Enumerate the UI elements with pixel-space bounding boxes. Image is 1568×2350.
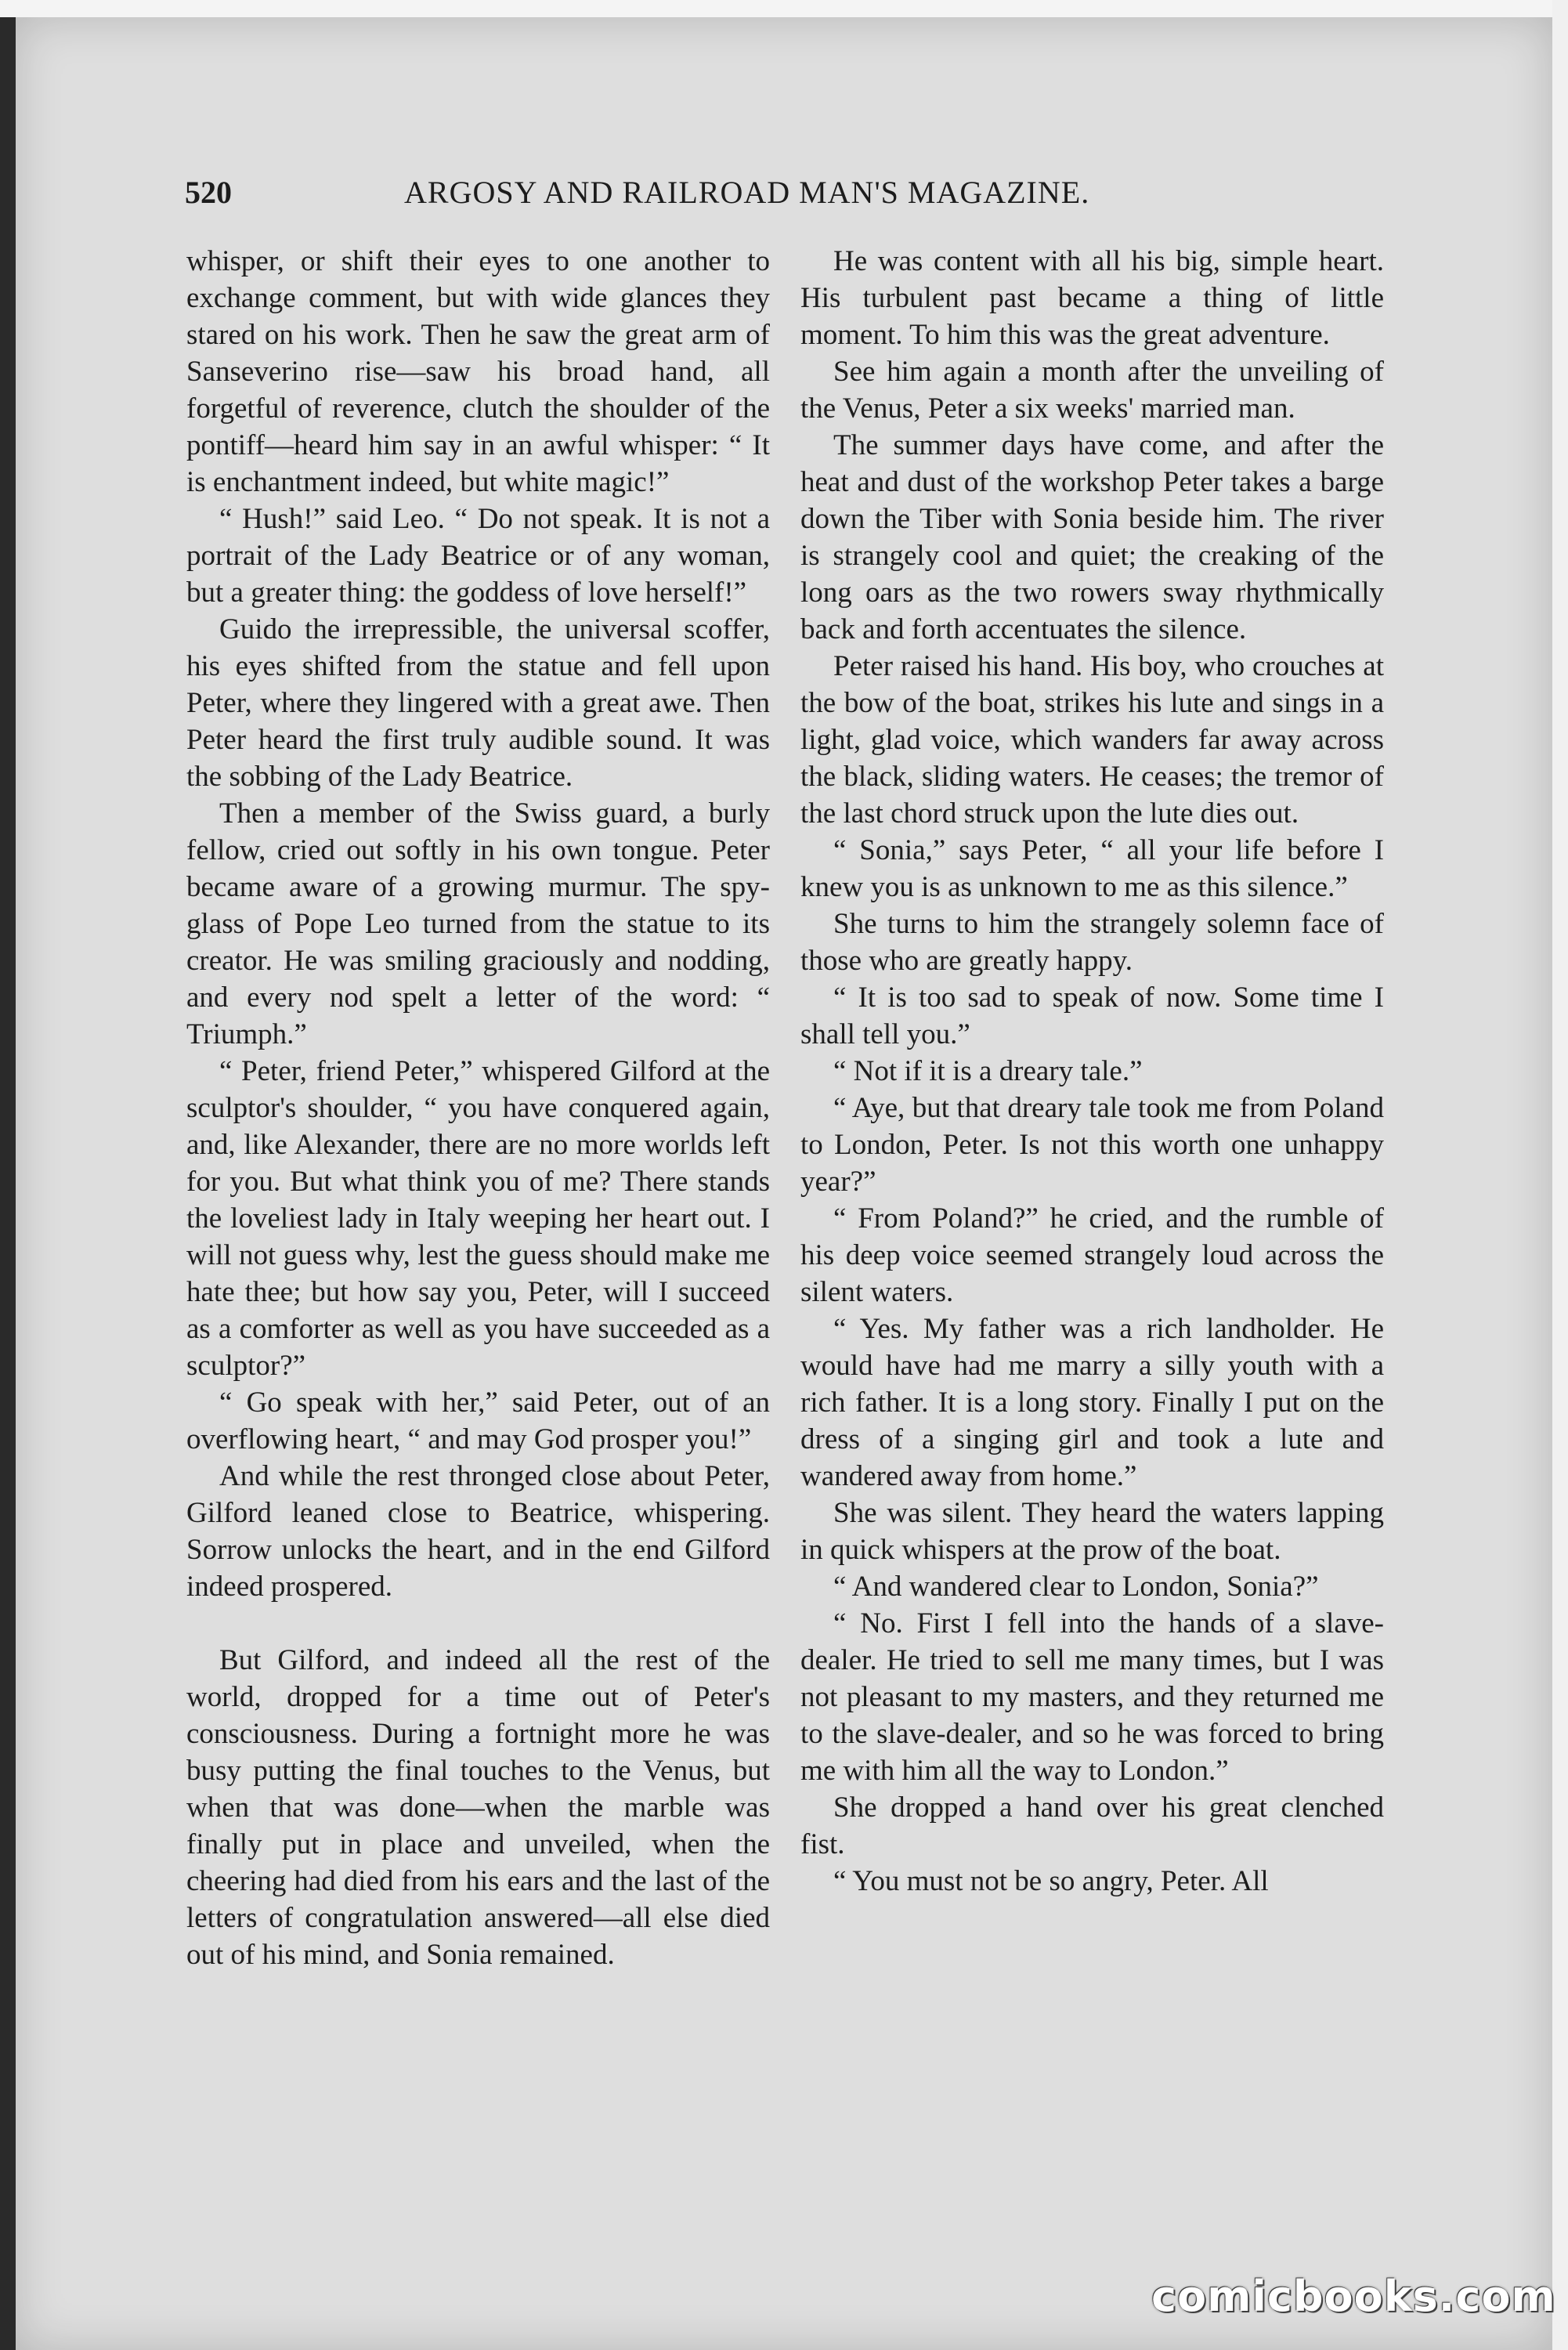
paragraph: “ Go speak with her,” said Peter, out of an overflowing heart, “ and may God prosper you!” (186, 1386, 770, 1455)
paragraph: “ You must not be so angry, Peter. All (833, 1865, 1269, 1897)
paragraph: She was silent. They heard the waters lapping in quick whispers at the prow of the boat. (800, 1497, 1384, 1566)
paragraph: “ And wandered clear to London, Sonia?” (833, 1571, 1319, 1603)
paragraph: whisper, or shift their eyes to one another to exchange comment, but with wide glances they stared on his work. Then he saw the great arm of Sanseverino rise—saw his broad hand, all forgetful of reverence, clutch the shoulder of the pontiff—heard him say in an awful whisper: “ It is enchantment indeed, but white magic!” (186, 245, 770, 498)
paragraph: She dropped a hand over his great clenched fist. (800, 1791, 1384, 1860)
paragraph: He was content with all his big, simple heart. His turbulent past became a thing of little moment. To him this was the great adventure. (800, 245, 1384, 351)
watermark: comicbooks.com (1151, 2272, 1556, 2321)
right-column (800, 243, 1384, 1900)
page-header (185, 174, 1391, 218)
paragraph: “ From Poland?” he cried, and the rumble of his deep voice seemed strangely loud across the silent waters. (800, 1202, 1384, 1308)
paragraph: She turns to him the strangely solemn face of those who are greatly happy. (800, 908, 1384, 977)
left-column (186, 243, 770, 1973)
paragraph: See him again a month after the unveiling of the Venus, Peter a six weeks' married man. (800, 356, 1384, 425)
paragraph: Then a member of the Swiss guard, a burly fellow, cried out softly in his own tongue. Peter became aware of a growing murmur. The spy-glass of Pope Leo turned from the statue to its creator. He was smiling graciously and nodding, and every nod spelt a letter of the word: “ Triumph.” (186, 797, 770, 1050)
paragraph: “ Peter, friend Peter,” whispered Gilford at the sculptor's shoulder, “ you have conquered again, and, like Alexander, there are no more worlds left for you. But what think you of me? There stands the loveliest lady in Italy weeping her heart out. I will not guess why, lest the guess should make me hate thee; but how say you, Peter, will I succeed as a comforter as well as you have succeeded as a sculptor?” (186, 1055, 770, 1382)
paragraph: And while the rest thronged close about Peter, Gilford leaned close to Beatrice, whispering. Sorrow unlocks the heart, and in the end Gilford indeed prospered. (186, 1460, 770, 1603)
page-top-edge (0, 0, 1568, 17)
paragraph: Peter raised his hand. His boy, who crouches at the bow of the boat, strikes his lute and sings in a light, glad voice, which wanders far away across the black, sliding waters. He ceases; the tremor of the last chord struck upon the lute dies out. (800, 650, 1384, 830)
paragraph: “ Hush!” said Leo. “ Do not speak. It is not a portrait of the Lady Beatrice or of any woman, but a greater thing: the goddess of love herself!” (186, 503, 770, 609)
paragraph: “ It is too sad to speak of now. Some time I shall tell you.” (800, 982, 1384, 1050)
paragraph: “ Aye, but that dreary tale took me from Poland to London, Peter. Is not this worth one unhappy year?” (800, 1092, 1384, 1198)
magazine-title: ARGOSY AND RAILROAD MAN'S MAGAZINE. (404, 175, 1090, 210)
page-right-edge (1552, 0, 1568, 2350)
paragraph: The summer days have come, and after the heat and dust of the workshop Peter takes a barge down the Tiber with Sonia beside him. The river is strangely cool and quiet; the creaking of the long oars as the two rowers sway rhythmically back and forth accentuates the silence. (800, 429, 1384, 645)
paragraph: “ No. First I fell into the hands of a slave-dealer. He tried to sell me many times, but I was not pleasant to my masters, and they returned me to the slave-dealer, and so he was forced to bring me with him all the way to London.” (800, 1607, 1384, 1787)
paragraph: “ Yes. My father was a rich landholder. He would have had me marry a silly youth with a rich father. It is a long story. Finally I put on the dress of a singing girl and took a lute and wandered away from home.” (800, 1313, 1384, 1492)
paragraph: Guido the irrepressible, the universal scoffer, his eyes shifted from the statue and fell upon Peter, where they lingered with a great awe. Then Peter heard the first truly audible sound. It was the sobbing of the Lady Beatrice. (186, 613, 770, 793)
page-number: 520 (185, 175, 232, 210)
paragraph: But Gilford, and indeed all the rest of the world, dropped for a time out of Peter's consciousness. During a fortnight more he was busy putting the final touches to the Venus, but when that was done—when the marble was finally put in place and unveiled, when the cheering had died from his ears and the last of the letters of congratulation answered—all else died out of his mind, and Sonia remained. (186, 1644, 770, 1971)
paragraph: “ Sonia,” says Peter, “ all your life before I knew you is as unknown to me as this silence.” (800, 834, 1384, 903)
paragraph: “ Not if it is a dreary tale.” (833, 1055, 1143, 1087)
